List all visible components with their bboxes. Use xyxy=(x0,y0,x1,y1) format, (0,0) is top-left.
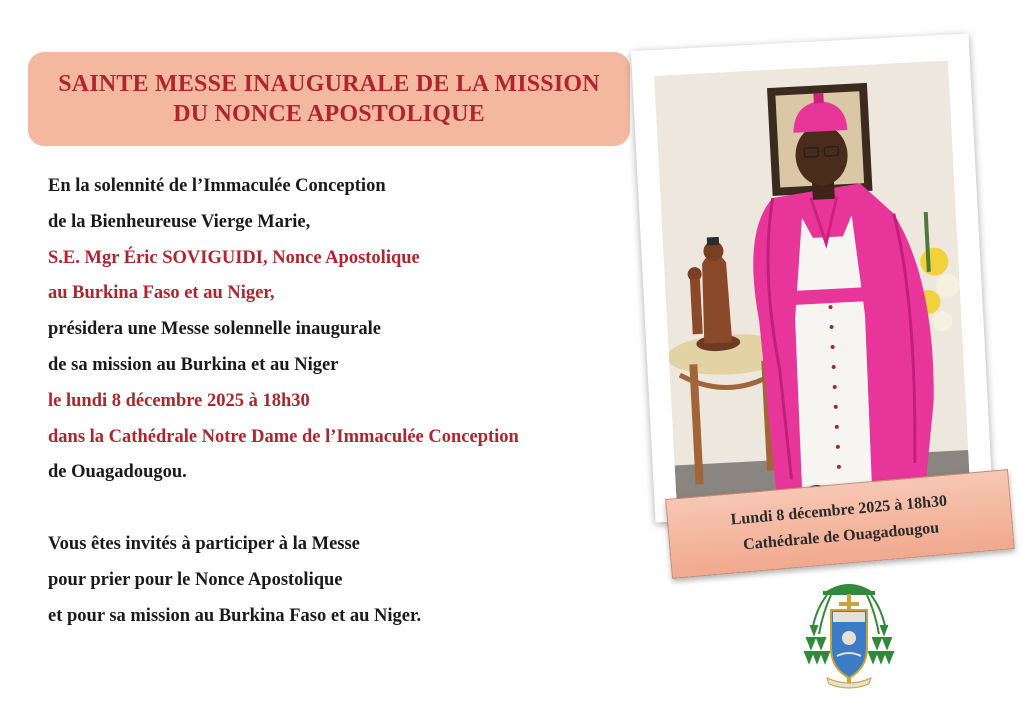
invitation-line: pour prier pour le Nonce Apostolique xyxy=(48,569,343,590)
nuncio-country: au Burkina Faso et au Niger, xyxy=(48,283,275,304)
invitation-line: Vous êtes invités à participer à la Messe xyxy=(48,534,360,555)
nuncio-name: S.E. Mgr Éric SOVIGUIDI, Nonce Apostolique xyxy=(48,247,420,268)
episcopal-coat-of-arms-icon xyxy=(803,578,895,692)
announcement-text xyxy=(48,172,628,638)
body-line: présidera une Messe solennelle inaugurale xyxy=(48,319,381,340)
banner-date: Lundi 8 décembre 2025 à 18h30 xyxy=(729,492,948,529)
title-line-2: DU NONCE APOSTOLIQUE xyxy=(173,101,485,127)
photo-frame xyxy=(631,33,993,522)
body-line: de sa mission au Burkina et au Niger xyxy=(48,354,339,375)
title-banner xyxy=(28,52,630,146)
body-line: de la Bienheureuse Vierge Marie, xyxy=(48,211,311,232)
event-date: le lundi 8 décembre 2025 à 18h30 xyxy=(48,390,310,411)
nuncio-photo xyxy=(654,61,970,506)
invitation-line: et pour sa mission au Burkina Faso et au Niger. xyxy=(48,605,422,626)
title-line-1: SAINTE MESSE INAUGURALE DE LA MISSION xyxy=(58,71,600,97)
banner-location: Cathédrale de Ouagadougou xyxy=(742,519,940,554)
nuncio-portrait-illustration xyxy=(654,61,970,506)
body-line: En la solennité de l’Immaculée Conception xyxy=(48,176,386,196)
body-line: de Ouagadougou. xyxy=(48,462,187,483)
event-place: dans la Cathédrale Notre Dame de l’Immaculée Conception xyxy=(48,426,519,447)
